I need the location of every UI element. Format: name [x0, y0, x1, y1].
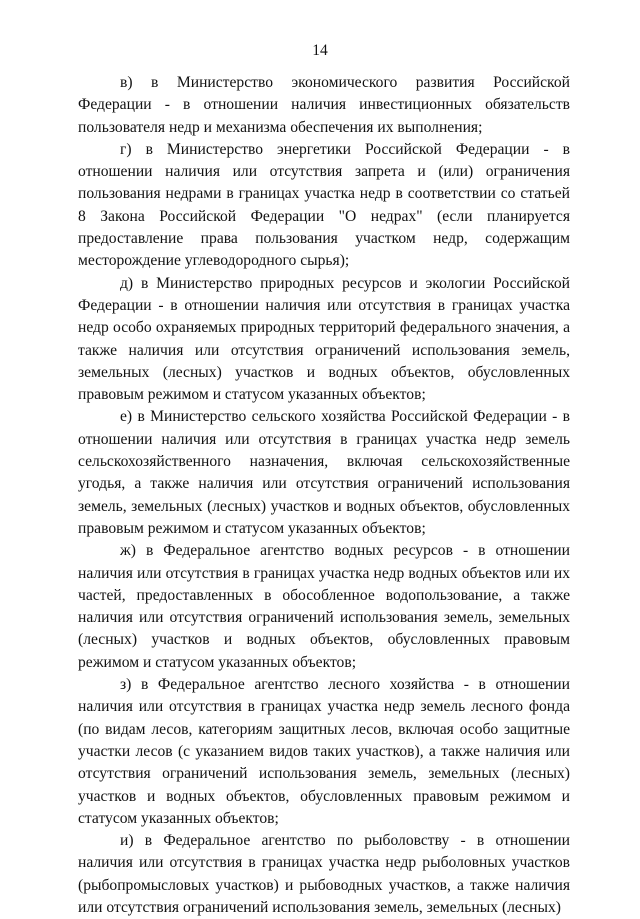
- paragraph-v: в) в Министерство экономического развития Российской Федерации - в отношении наличия инвестиционных обязательств пользователя недр и механизма обеспечения их выполнения;: [78, 74, 570, 136]
- page-number: 14: [312, 42, 328, 59]
- paragraph-z: з) в Федеральное агентство лесного хозяйства - в отношении наличия или отсутствия в границах участка недр земель лесного фонда (по видам лесов, категориям защитных лесов, включая особо защитные участки лесов (с указанием видов таких участков), а также наличия или отсутствия ограничений использования земель, земельных (лесных) участков и водных объектов, обусловленных правовым режимом и статусом указанных объектов;: [78, 676, 570, 827]
- paragraph-zh: ж) в Федеральное агентство водных ресурсов - в отношении наличия или отсутствия в границах участка недр водных объектов или их частей, предоставленных в обособленное водопользование, а также наличия или отсутствия ограничений использования земель, земельных (лесных) участков и водных объектов, обусловленных правовым режимом и статусом указанных объектов;: [78, 542, 570, 671]
- paragraph-g: г) в Министерство энергетики Российской Федерации - в отношении наличия или отсутствия запрета и (или) ограничения пользования недрами в границах участка недр в соответствии со статьей 8 Закона Российской Федерации "О недрах" (если планируется предоставление права пользования участком недр, содержащим месторождение углеводородного сырья);: [78, 140, 570, 270]
- paragraph-i: и) в Федеральное агентство по рыболовству - в отношении наличия или отсутствия в границах участка недр рыболовных участков (рыбопромысловых участков) и рыбоводных участков, а также наличия или отсутствия ограничений использования земель, земельных (лесных): [78, 832, 570, 916]
- paragraph-d: д) в Министерство природных ресурсов и экологии Российской Федерации - в отношении наличия или отсутствия в границах участка недр особо охраняемых природных территорий федерального значения, а также наличия или отсутствия ограничений использования земель, земельных (лесных) участков и водных объектов, обусловленных правовым режимом и статусом указанных объектов;: [78, 274, 570, 404]
- paragraph-e: е) в Министерство сельского хозяйства Российской Федерации - в отношении наличия или отсутствия в границах участка недр земель сельскохозяйственного назначения, включая сельскохозяйственные угодья, а также наличия или отсутствия ограничений использования земель, земельных (лесных) участков и водных объектов, обусловленных правовым режимом и статусом указанных объектов;: [78, 408, 570, 537]
- document-body: [78, 72, 570, 919]
